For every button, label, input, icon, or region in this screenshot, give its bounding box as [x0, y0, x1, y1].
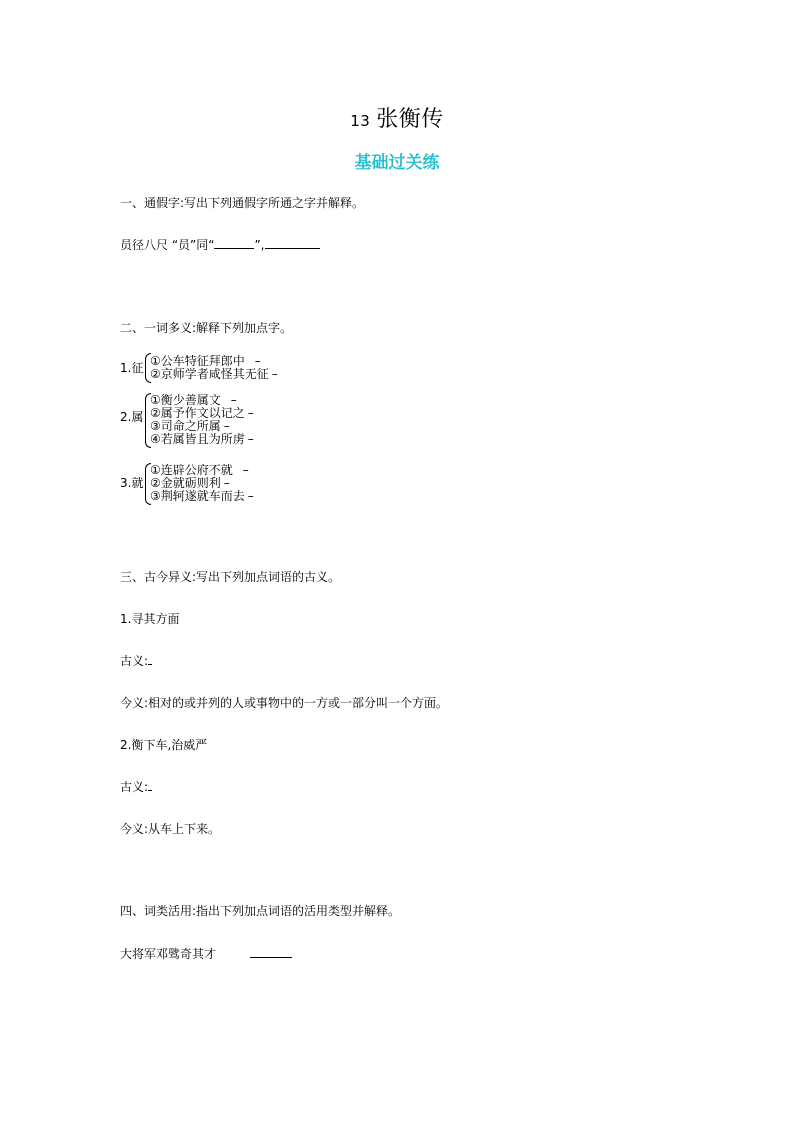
answer-blank[interactable]: [250, 946, 292, 958]
section2-heading: 二、一词多义:解释下列加点字。: [120, 321, 293, 335]
section1-question-mid: ”,: [254, 238, 265, 252]
polysemy-group: [120, 462, 320, 504]
section3-q1-gu: 古义:: [120, 652, 152, 669]
answer-blank[interactable]: [148, 779, 152, 791]
polysemy-item: ②京师学者咸怪其无征 –: [150, 367, 278, 381]
answer-blank[interactable]: [265, 237, 320, 249]
section4-question: 大将军邓骘奇其才: [120, 945, 292, 962]
polysemy-group: [120, 352, 320, 384]
section1-question: [120, 236, 320, 253]
polysemy-item: ①衡少善属文 –: [150, 393, 237, 407]
section3-q2-jin: 今义:从车上下来。: [120, 822, 221, 836]
answer-blank[interactable]: [148, 653, 152, 665]
polysemy-group: [120, 392, 320, 448]
page-title: [0, 102, 794, 133]
section1-question-text: 员径八尺 “员”同“: [120, 238, 215, 252]
polysemy-item: ④若属皆且为所虏 –: [150, 432, 254, 446]
page-subtitle: 基础过关练: [354, 153, 440, 173]
polysemy-item: ②金就砺则利 –: [150, 476, 230, 490]
polysemy-lead: 3.就: [120, 476, 144, 490]
polysemy-item: ①公车特征拜郎中 –: [150, 354, 261, 368]
section3-q1-jin: 今义:相对的或并列的人或事物中的一方或一部分叫一个方面。: [120, 696, 449, 710]
section3-q2-gu: 古义:: [120, 778, 152, 795]
polysemy-item: ③荆轲遂就车而去 –: [150, 489, 254, 503]
polysemy-item: ①连辟公府不就 –: [150, 463, 249, 477]
lesson-title: 张衡传: [376, 107, 444, 132]
polysemy-item: ②属予作文以记之 –: [150, 406, 254, 420]
section1-heading: 一、通假字:写出下列通假字所通之字并解释。: [120, 196, 365, 210]
section3-q2: 2.衡下车,治威严: [120, 738, 208, 752]
polysemy-item: ③司命之所属 –: [150, 419, 230, 433]
answer-blank[interactable]: [214, 237, 254, 249]
section4-heading: 四、词类活用:指出下列加点词语的活用类型并解释。: [120, 904, 401, 918]
section3-heading: 三、古今异义:写出下列加点词语的古义。: [120, 570, 341, 584]
lesson-number: 13: [350, 112, 371, 130]
polysemy-lead: 1.征: [120, 361, 144, 375]
polysemy-lead: 2.属: [120, 410, 144, 424]
section3-q1: 1.寻其方面: [120, 612, 180, 626]
